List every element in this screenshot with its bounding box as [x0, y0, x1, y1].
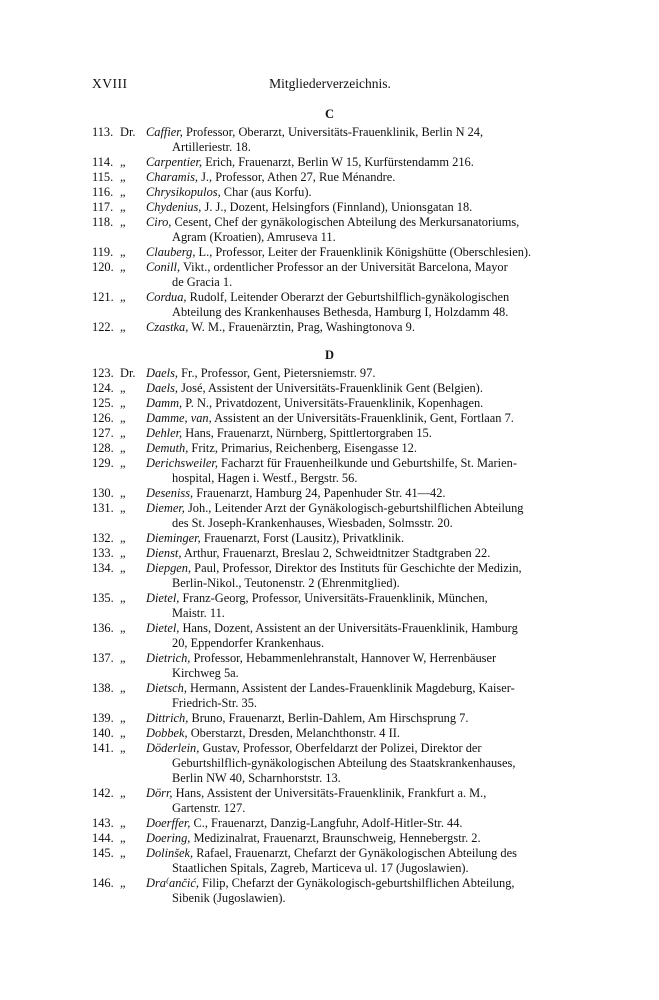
entry-prefix: „ [120, 741, 126, 755]
entry-number: 122. [92, 320, 114, 334]
member-name: Dieminger, [146, 531, 201, 545]
list-item [92, 411, 568, 426]
entry-details: L., Professor, Leiter der Frauenklinik Königshütte (Oberschlesien). [195, 245, 532, 259]
entry-continuation: Sibenik (Jugoslawien). [172, 891, 286, 906]
member-name: Dietel, [146, 591, 180, 605]
entry-number: 126. [92, 411, 114, 425]
entry-prefix: „ [120, 426, 126, 440]
list-item [92, 561, 568, 591]
entry-details: Frauenarzt, Hamburg 24, Papenhuder Str. 41—42. [193, 486, 446, 500]
entry-details: Fritz, Primarius, Reichenberg, Eisengasse 12. [188, 441, 417, 455]
entry-text [146, 396, 568, 411]
entry-prefix: „ [120, 726, 126, 740]
entry-prefix: Dr. [120, 125, 136, 139]
member-name: Chydenius, [146, 200, 202, 214]
entry-details: Facharzt für Frauenheilkunde und Geburtshilfe, St. Marien- [217, 456, 517, 470]
entry-text [146, 125, 568, 155]
entry-continuation: hospital, Hagen i. Westf., Bergstr. 56. [172, 471, 358, 486]
entry-continuation: Staatlichen Spitals, Zagreb, Marticeva ul. 17 (Jugoslawien). [172, 861, 469, 876]
entry-number: 120. [92, 260, 114, 274]
entry-number: 121. [92, 290, 114, 304]
entry-number: 145. [92, 846, 114, 860]
entry-number: 143. [92, 816, 114, 830]
entry-prefix: „ [120, 215, 126, 229]
entry-details: Franz-Georg, Professor, Universitäts-Frauenklinik, München, [179, 591, 488, 605]
entry-number: 142. [92, 786, 114, 800]
entry-text [146, 260, 568, 290]
entry-details: Oberstarzt, Dresden, Melanchthonstr. 4 II. [187, 726, 400, 740]
list-item [92, 456, 568, 486]
entry-continuation: Berlin-Nikol., Teutonenstr. 2 (Ehrenmitglied). [172, 576, 400, 591]
member-name: Dörr, [146, 786, 173, 800]
entry-text [146, 546, 568, 561]
entry-text [146, 651, 568, 681]
entry-prefix: „ [120, 546, 126, 560]
list-item [92, 366, 568, 381]
entry-number: 146. [92, 876, 114, 890]
member-name: Chrysikopulos, [146, 185, 221, 199]
entry-prefix: „ [120, 155, 126, 169]
entry-continuation: Agram (Kroatien), Amruseva 11. [172, 230, 336, 245]
entry-details: Fr., Professor, Gent, Pietersniemstr. 97. [178, 366, 376, 380]
entry-number: 113. [92, 125, 114, 139]
entry-number: 134. [92, 561, 114, 575]
list-item [92, 741, 568, 787]
entry-number: 123. [92, 366, 114, 380]
entry-prefix: „ [120, 411, 126, 425]
member-name: Doering, [146, 831, 191, 845]
entry-details: Rudolf, Leitender Oberarzt der Geburtshilflich-gynäkologischen [186, 290, 510, 304]
entry-text [146, 846, 568, 876]
entry-prefix: „ [120, 381, 126, 395]
entry-details: Joh., Leitender Arzt der Gynäkologisch-geburtshilflichen Abteilung [184, 501, 524, 515]
entry-details: José, Assistent der Universitäts-Frauenklinik Gent (Belgien). [178, 381, 483, 395]
entry-prefix: „ [120, 816, 126, 830]
entry-continuation: Berlin NW 40, Scharnhorststr. 13. [172, 771, 341, 786]
entry-details: Char (aus Korfu). [220, 185, 312, 199]
page-header [92, 76, 568, 96]
entry-text [146, 486, 568, 501]
entry-details: Rafael, Frauenarzt, Chefarzt der Gynäkologischen Abteilung des [193, 846, 517, 860]
member-name: Dietsch, [146, 681, 187, 695]
entry-number: 141. [92, 741, 114, 755]
list-item [92, 185, 568, 200]
entry-number: 139. [92, 711, 114, 725]
member-name: Dittrich, [146, 711, 189, 725]
list-item [92, 876, 568, 906]
list-item [92, 681, 568, 711]
entry-number: 127. [92, 426, 114, 440]
list-item [92, 381, 568, 396]
list-item [92, 320, 568, 335]
entry-number: 116. [92, 185, 114, 199]
entry-text [146, 876, 568, 906]
entry-text [146, 741, 568, 787]
entry-prefix: „ [120, 621, 126, 635]
member-name: Damm, [146, 396, 183, 410]
entry-prefix: „ [120, 651, 126, 665]
entry-continuation: Kirchweg 5a. [172, 666, 239, 681]
member-name: Dietel, [146, 621, 180, 635]
list-item [92, 531, 568, 546]
entry-details: Cesent, Chef der gynäkologischen Abteilung des Merkursanatoriums, [171, 215, 520, 229]
member-name: Doerffer, [146, 816, 191, 830]
member-name: Clauberg, [146, 245, 196, 259]
entry-prefix: „ [120, 456, 126, 470]
entry-continuation: Abteilung des Krankenhauses Bethesda, Hamburg I, Holzdamm 48. [172, 305, 509, 320]
entry-text [146, 411, 568, 426]
entry-number: 114. [92, 155, 114, 169]
member-name: Carpentier, [146, 155, 203, 169]
list-item [92, 846, 568, 876]
entry-text [146, 381, 568, 396]
entry-text [146, 591, 568, 621]
entry-number: 130. [92, 486, 114, 500]
member-name: Dobbek, [146, 726, 188, 740]
page-title: Mitgliederverzeichnis. [269, 76, 391, 91]
entry-details: Professor, Oberarzt, Universitäts-Frauenklinik, Berlin N 24, [182, 125, 484, 139]
entry-text [146, 726, 568, 741]
list-item [92, 651, 568, 681]
entry-prefix: „ [120, 320, 126, 334]
entry-prefix: „ [120, 396, 126, 410]
entry-text [146, 831, 568, 846]
entry-text [146, 711, 568, 726]
entry-text [146, 215, 568, 245]
entry-number: 138. [92, 681, 114, 695]
member-name: Charamis, [146, 170, 198, 184]
entry-prefix: „ [120, 200, 126, 214]
list-item [92, 441, 568, 456]
entry-text [146, 320, 568, 335]
member-name: Dolinšek, [146, 846, 194, 860]
entry-text [146, 200, 568, 215]
list-item [92, 831, 568, 846]
list-item [92, 726, 568, 741]
member-name: Diemer, [146, 501, 185, 515]
entry-details: Vikt., ordentlicher Professor an der Universität Barcelona, Mayor [180, 260, 508, 274]
entry-details: Professor, Hebammenlehranstalt, Hannover W, Herrenbäuser [190, 651, 497, 665]
entry-prefix: „ [120, 290, 126, 304]
entry-details: Hermann, Assistent der Landes-Frauenklinik Magdeburg, Kaiser- [186, 681, 515, 695]
entry-prefix: „ [120, 561, 126, 575]
entry-text [146, 681, 568, 711]
entry-number: 118. [92, 215, 114, 229]
entry-prefix: Dr. [120, 366, 136, 380]
member-name: Dietrich, [146, 651, 191, 665]
list-item [92, 245, 568, 260]
member-name: Dienst, [146, 546, 182, 560]
member-name: Dra⁽ančić, [146, 876, 199, 890]
entry-details: J. J., Dozent, Helsingfors (Finnland), Unionsgatan 18. [201, 200, 473, 214]
entry-details: Hans, Dozent, Assistent an der Universitäts-Frauenklinik, Hamburg [179, 621, 518, 635]
member-name: Conill, [146, 260, 181, 274]
entry-number: 137. [92, 651, 114, 665]
entry-text [146, 245, 568, 260]
list-item [92, 155, 568, 170]
entry-text [146, 290, 568, 320]
entry-prefix: „ [120, 486, 126, 500]
entry-number: 136. [92, 621, 114, 635]
entry-number: 140. [92, 726, 114, 740]
entry-continuation: de Gracia 1. [172, 275, 233, 290]
member-name: Dehler, [146, 426, 183, 440]
entry-continuation: Geburtshilflich-gynäkologischen Abteilung des Staatskrankenhauses, [172, 756, 516, 771]
entry-details: Erich, Frauenarzt, Berlin W 15, Kurfürstendamm 216. [202, 155, 474, 169]
entry-prefix: „ [120, 831, 126, 845]
entry-details: Medizinalrat, Frauenarzt, Braunschweig, Hennebergstr. 2. [190, 831, 481, 845]
member-name: Daels, [146, 381, 179, 395]
entry-text [146, 816, 568, 831]
entry-prefix: „ [120, 876, 126, 890]
list-item [92, 396, 568, 411]
entry-prefix: „ [120, 185, 126, 199]
entry-prefix: „ [120, 846, 126, 860]
list-item [92, 816, 568, 831]
entry-prefix: „ [120, 501, 126, 515]
entry-number: 124. [92, 381, 114, 395]
entry-text [146, 786, 568, 816]
list-item [92, 290, 568, 320]
list-item [92, 591, 568, 621]
member-name: Derichsweiler, [146, 456, 218, 470]
entry-continuation: des St. Joseph-Krankenhauses, Wiesbaden, Solmsstr. 20. [172, 516, 453, 531]
list-item [92, 621, 568, 651]
entry-details: Filip, Chefarzt der Gynäkologisch-geburtshilflichen Abteilung, [198, 876, 515, 890]
entry-details: Bruno, Frauenarzt, Berlin-Dahlem, Am Hirschsprung 7. [188, 711, 469, 725]
list-item [92, 426, 568, 441]
member-name: Damme, van, [146, 411, 212, 425]
entry-prefix: „ [120, 260, 126, 274]
entry-continuation: Gartenstr. 127. [172, 801, 246, 816]
entry-number: 132. [92, 531, 114, 545]
entry-prefix: „ [120, 531, 126, 545]
list-item [92, 786, 568, 816]
entry-text [146, 441, 568, 456]
entry-text [146, 170, 568, 185]
entry-details: Arthur, Frauenarzt, Breslau 2, Schweidtnitzer Stadtgraben 22. [181, 546, 491, 560]
entry-prefix: „ [120, 170, 126, 184]
section-letter-d: D [324, 348, 335, 362]
entry-details: Paul, Professor, Direktor des Instituts für Geschichte der Medizin, [191, 561, 522, 575]
entry-prefix: „ [120, 711, 126, 725]
entry-details: Assistent an der Universitäts-Frauenklinik, Gent, Fortlaan 7. [211, 411, 514, 425]
entry-details: Hans, Assistent der Universitäts-Frauenklinik, Frankfurt a. M., [172, 786, 487, 800]
list-item [92, 125, 568, 155]
entry-number: 119. [92, 245, 114, 259]
entry-number: 125. [92, 396, 114, 410]
entry-number: 117. [92, 200, 114, 214]
entry-number: 135. [92, 591, 114, 605]
list-item [92, 486, 568, 501]
entry-number: 133. [92, 546, 114, 560]
member-name: Deseniss, [146, 486, 194, 500]
entry-prefix: „ [120, 786, 126, 800]
member-name: Ciro, [146, 215, 172, 229]
entry-text [146, 561, 568, 591]
entry-continuation: Artilleriestr. 18. [172, 140, 251, 155]
entry-details: Hans, Frauenarzt, Nürnberg, Spittlertorgraben 15. [182, 426, 432, 440]
entry-details: C., Frauenarzt, Danzig-Langfuhr, Adolf-Hitler-Str. 44. [190, 816, 463, 830]
entry-details: Frauenarzt, Forst (Lausitz), Privatklinik. [200, 531, 405, 545]
entry-text [146, 426, 568, 441]
list-item [92, 200, 568, 215]
entry-continuation: Friedrich-Str. 35. [172, 696, 258, 711]
list-item [92, 546, 568, 561]
entry-details: P. N., Privatdozent, Universitäts-Frauenklinik, Kopenhagen. [182, 396, 484, 410]
entry-number: 144. [92, 831, 114, 845]
entry-text [146, 621, 568, 651]
entry-number: 129. [92, 456, 114, 470]
list-item [92, 170, 568, 185]
entry-text [146, 185, 568, 200]
entry-continuation: Maistr. 11. [172, 606, 225, 621]
member-name: Demuth, [146, 441, 189, 455]
entry-prefix: „ [120, 245, 126, 259]
entry-text [146, 456, 568, 486]
entry-continuation: 20, Eppendorfer Krankenhaus. [172, 636, 325, 651]
list-item [92, 215, 568, 245]
member-name: Döderlein, [146, 741, 200, 755]
member-name: Czastka, [146, 320, 189, 334]
member-name: Diepgen, [146, 561, 192, 575]
entry-prefix: „ [120, 591, 126, 605]
entry-number: 115. [92, 170, 114, 184]
entry-text [146, 531, 568, 546]
entry-text [146, 366, 568, 381]
entry-text [146, 501, 568, 531]
entry-details: J., Professor, Athen 27, Rue Ménandre. [197, 170, 396, 184]
entry-prefix: „ [120, 441, 126, 455]
entry-number: 128. [92, 441, 114, 455]
section-letter-c: C [324, 107, 335, 121]
list-item [92, 711, 568, 726]
member-name: Caffier, [146, 125, 183, 139]
entry-text [146, 155, 568, 170]
member-name: Daels, [146, 366, 179, 380]
list-item [92, 260, 568, 290]
entry-prefix: „ [120, 681, 126, 695]
entry-number: 131. [92, 501, 114, 515]
list-item [92, 501, 568, 531]
page-number: XVIII [92, 76, 128, 91]
member-name: Cordua, [146, 290, 187, 304]
entry-details: Gustav, Professor, Oberfeldarzt der Polizei, Direktor der [199, 741, 482, 755]
entry-details: W. M., Frauenärztin, Prag, Washingtonova 9. [188, 320, 415, 334]
